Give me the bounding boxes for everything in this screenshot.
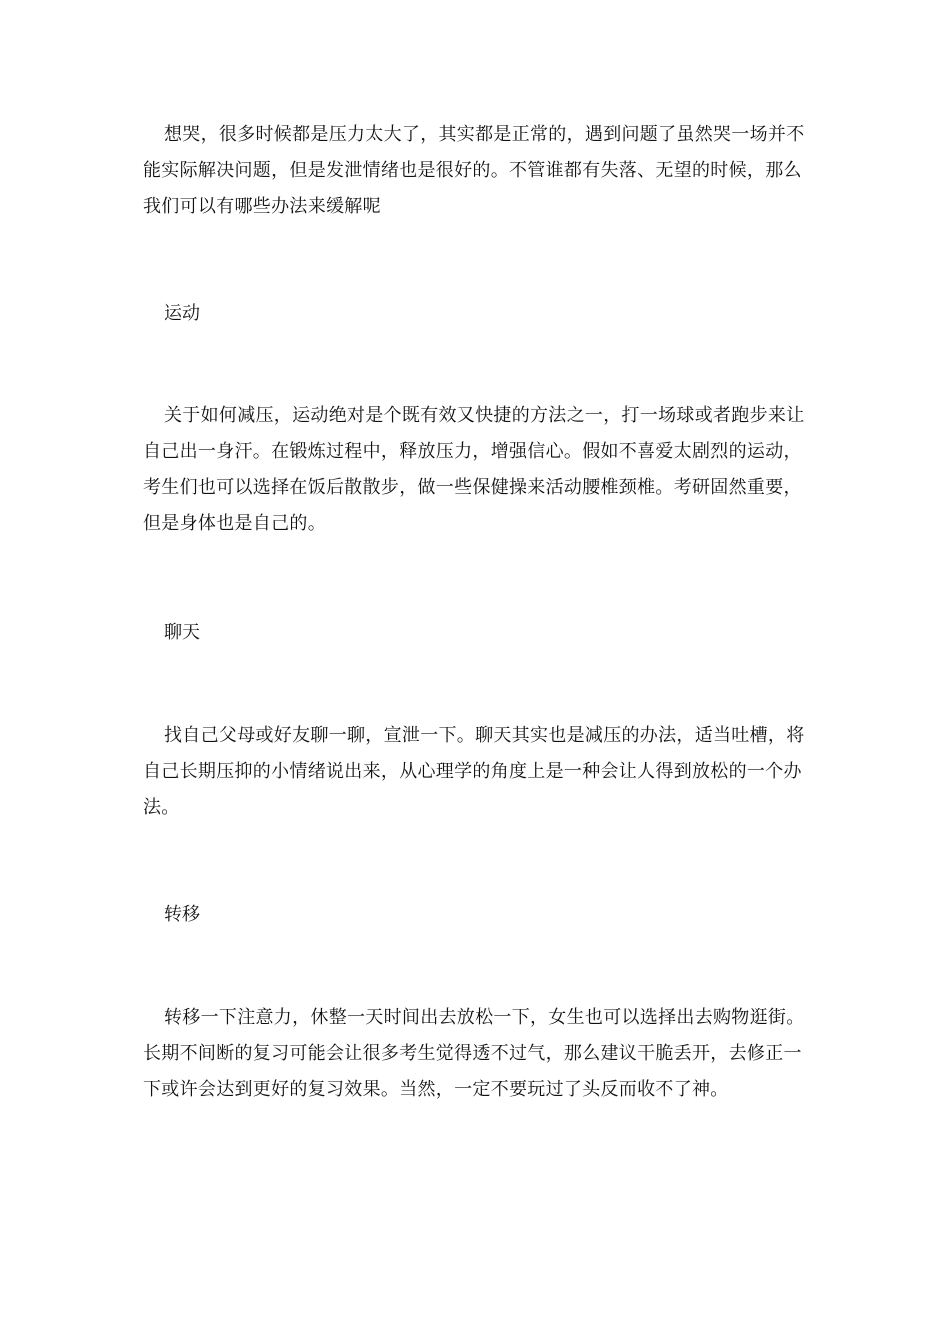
section-body-distraction: 转移一下注意力，休整一天时间出去放松一下，女生也可以选择出去购物逛街。长期不间断的复习可能会让很多考生觉得透不过气，那么建议干脆丢开，去修正一下或许会达到更好的复习效果。当然，一定不要玩过了头反而收不了神。 xyxy=(143,1007,805,1100)
section-heading-chat: 聊天 xyxy=(164,622,200,643)
section-body-exercise: 关于如何减压，运动绝对是个既有效又快捷的方法之一，打一场球或者跑步来让自己出一身汗。在锻炼过程中，释放压力，增强信心。假如不喜爱太剧烈的运动，考生们也可以选择在饭后散散步，做一些保健操来活动腰椎颈椎。考研固然重要，但是身体也是自己的。 xyxy=(143,405,805,534)
section-heading-distraction: 转移 xyxy=(164,904,200,925)
section-heading-exercise: 运动 xyxy=(164,303,200,324)
intro-paragraph: 想哭，很多时候都是压力太大了，其实都是正常的，遇到问题了虽然哭一场并不能实际解决问题，但是发泄情绪也是很好的。不管谁都有失落、无望的时候，那么我们可以有哪些办法来缓解呢 xyxy=(143,124,805,217)
section-body-chat: 找自己父母或好友聊一聊，宣泄一下。聊天其实也是减压的办法，适当吐槽，将自己长期压抑的小情绪说出来，从心理学的角度上是一种会让人得到放松的一个办法。 xyxy=(143,725,805,818)
